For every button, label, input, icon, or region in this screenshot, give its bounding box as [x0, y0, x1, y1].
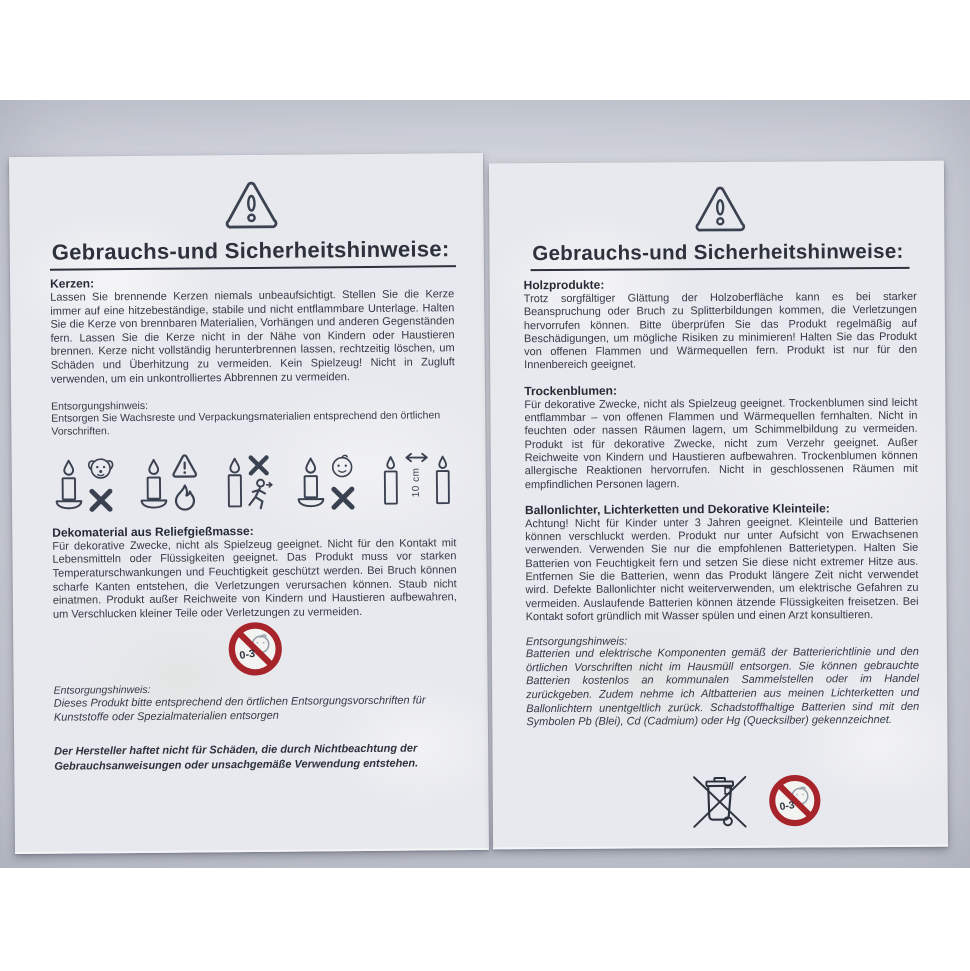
right-sheet: [489, 161, 948, 850]
age-label: 0-3: [778, 800, 796, 814]
entsorgung2-body: Dieses Produkt bitte entsprechend den örtlichen Entsorgungsvorschriften für Kunststoffe oder Spezialmaterialien entsorgen: [53, 694, 426, 725]
distance-label: 10 cm: [410, 467, 422, 498]
right-entsorgung-body: Batterien und elektrische Komponenten gemäß der Batterierichtlinie und den örtlichen Vorschriften nicht im Hausmüll entsorgen. Sie können gebrauchte Batterien kostenlos an kommunalen Sammelstellen oder im Handel zurückgeben. Zudem nehme ich Altbatterien aus meinen Lichterketten und Ballonlichtern unentgeltlich zurück. Schadstoffhaltige Batterien sind mit den Symbolen Pb (Blei), Cd (Cadmium) oder Hg (Quecksilber) gekennzeichnet.: [525, 646, 920, 729]
age-restriction-0-3-icon: [228, 622, 282, 676]
manufacturer-disclaimer: Der Hersteller haftet nicht für Schäden, die durch Nichtbeachtung der Gebrauchsanweisungen oder unsachgemäße Verwendung entstehen.: [54, 742, 419, 773]
ballon-heading: Ballonlichter, Lichterketten und Dekorative Kleinteile:: [524, 501, 830, 518]
kerzen-heading: Kerzen:: [50, 276, 95, 291]
warning-triangle-small-icon: [170, 453, 198, 478]
running-person-icon: [243, 478, 273, 511]
candle-pet-warning-icon: [54, 454, 117, 513]
left-warning-header: [49, 177, 453, 236]
entsorgung2-heading: Entsorgungshinweis:: [53, 684, 151, 698]
left-page-title: Gebrauchs-und Sicherheitshinweise:: [50, 236, 454, 271]
candle-safety-icon-row: [54, 447, 455, 512]
ballon-body: Achtung! Nicht für Kinder unter 3 Jahren geeignet. Kleinteile und Batterien können verschluckt werden. Produkt nur unter Aufsicht von Erwachsenen verwenden. Verwenden Sie nur die empfohlenen Batterietypen. Halten Sie Batterien von Feuchtigkeit fern und setzen Sie diese nicht extremer Hitze aus. Entfernen Sie die Batterien, wenn das Produkt längere Zeit nicht verwendet wird. Defekte Ballonlichter nicht weiterverwenden, um elektrische Gefahren zu vermeiden. Auslaufende Batterien können ätzende Flüssigkeiten freisetzen. Bei Kontakt sofort gründlich mit Wasser spülen und einen Arzt konsultieren.: [525, 515, 919, 624]
candle-child-warning-icon: [296, 452, 358, 511]
age-restriction-wrap: [53, 621, 457, 684]
dog-icon: [86, 454, 116, 481]
age-label: 0-3: [238, 648, 256, 663]
cross-icon: [330, 486, 356, 510]
cross-icon: [246, 455, 270, 476]
trocken-body: Für dekorative Zwecke, nicht als Spielzeug geeignet. Trockenblumen sind leicht entflammbar – von offenen Flammen und Wärmequellen fernhalten. Nicht in feuchten oder nassen Räumen lagern, um Schimmelbildung zu vermeiden. Produkt ist für dekorative Zwecke, nicht zum Verzehr geeignet. Außer Reichweite von Kindern und Haustieren aufbewahren. Trockenblumen können allergische Reaktionen hervorrufen. Nicht in geschlossenen Räumen mit empfindlichen Personen lagern.: [524, 396, 918, 491]
age-restriction-0-3-icon: [769, 774, 821, 826]
holz-body: Trotz sorgfältiger Glättung der Holzoberfläche kann es bei starker Beanspruchung oder Bruch zu Splitterbildungen kommen, die Verletzungen hervorrufen können. Bitte überprüfen Sie das Produkt regelmäßig auf Beschädigungen, um mögliche Risiken zu minimieren! Halten Sie das Produkt von offenen Flammen und Wärmequellen fern. Produkt ist nur für den Innenbereich geeignet.: [523, 290, 918, 372]
flame-icon: [172, 483, 198, 511]
battery-disposal-icons: [689, 769, 821, 832]
baby-face-icon: [328, 452, 357, 479]
trocken-heading: Trockenblumen:: [524, 383, 618, 398]
entsorgung1-body: Entsorgen Sie Wachsreste und Verpackungsmaterialien entsprechend den örtlichen Vorschriften.: [51, 409, 441, 438]
deko-body: Für dekorative Zwecke, nicht als Spielzeug geeignet. Nicht für den Kontakt mit Lebensmitteln oder Flüssigkeiten geeignet. Das Produkt muss vor starken Temperaturschwankungen und Feuchtigkeit geschützt werden. Bei Bruch können scharfe Kanten entstehen, die Verletzungen verursachen können. Staub nicht einatmen. Produkt außer Reichweite von Kindern und Haustieren aufbewahren, um Verschlucken kleiner Teile oder Verletzungen zu vermeiden.: [52, 536, 457, 621]
double-arrow-icon: [404, 451, 430, 463]
crossed-out-wheeled-bin-icon: [689, 770, 751, 832]
photo-background: [0, 100, 970, 868]
right-warning-header: [523, 183, 916, 238]
kerzen-body: Lassen Sie brennende Kerzen niemals unbeaufsichtigt. Stellen Sie die Kerze immer auf eine hitzebeständige, stabile und nicht entflammbare Unterlage. Halten Sie die Kerze von brennbaren Materialien, Vorhängen und anderen Gegenständen fern. Lassen Sie die Kerze nicht in der Nähe von Kindern oder Haustieren brennen. Kerze nicht vollständig herunterbrennen lassen, rechtzeitig löschen, um Schäden und Überhitzung zu vermeiden. Kein Spielzeug! Nicht in Zugluft verwenden, um ein unkontrolliertes Abbrennen zu vermeiden.: [50, 288, 455, 386]
cross-icon: [88, 488, 114, 512]
right-entsorgung-heading: Entsorgungshinweis:: [525, 635, 628, 649]
warning-triangle-icon: [693, 184, 747, 232]
entsorgung1-heading: Entsorgungshinweis:: [51, 400, 149, 413]
right-page-title: Gebrauchs-und Sicherheitshinweise:: [523, 240, 916, 271]
warning-triangle-icon: [223, 179, 279, 229]
left-sheet: [9, 153, 489, 854]
candle-distance-icon: [380, 451, 455, 510]
deko-heading: Dekomaterial aus Reliefgießmasse:: [52, 523, 254, 540]
candle-fire-hazard-icon: [138, 453, 199, 512]
holz-heading: Holzprodukte:: [523, 277, 605, 293]
candle-do-not-move-icon: [221, 453, 274, 511]
